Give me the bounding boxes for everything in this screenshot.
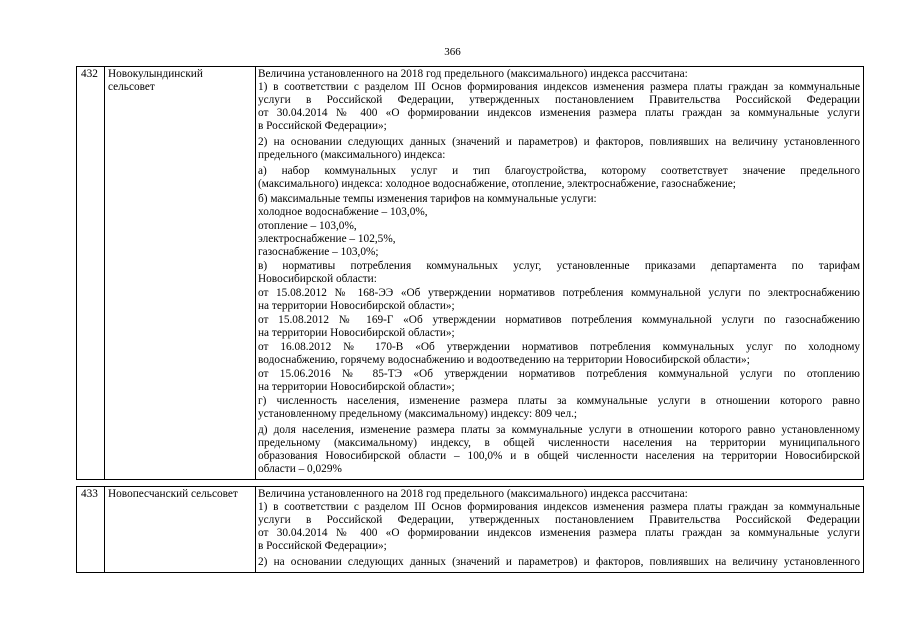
text-line: от 15.06.2016 № 85-ТЭ «Об утверждении нормативов потребления коммунальной услуги по отоплению (258, 368, 860, 380)
municipality-name: Новокулындинский (108, 68, 203, 80)
text-line: холодное водоснабжение – 103,0%, (258, 206, 428, 218)
text-line: (максимального) индекса: холодное водоснабжение, отопление, электроснабжение, газоснабжение; (258, 178, 736, 190)
text-line: предельному (максимальному) индексу, в общей численности населения на территории муниципального (258, 437, 860, 449)
text-line: 2) на основании следующих данных (значений и параметров) и факторов, повлиявших на величину установленного (258, 136, 860, 148)
text-line: на территории Новосибирской области»; (258, 381, 455, 393)
text-line: в Российской Федерации»; (258, 120, 387, 132)
row-number: 433 (81, 488, 98, 500)
municipality-name: Новопесчанский сельсовет (108, 488, 238, 500)
text-line: электроснабжение – 102,5%, (258, 233, 396, 245)
text-line: водоснабжению, горячему водоснабжению и водоотведению на территории Новосибирской области»; (258, 354, 750, 366)
text-line: Величина установленного на 2018 год предельного (максимального) индекса рассчитана: (258, 68, 688, 80)
text-line: предельного (максимального) индекса: (258, 149, 446, 161)
text-line: на территории Новосибирской области»; (258, 300, 455, 312)
text-line: отопление – 103,0%, (258, 220, 357, 232)
row-number: 432 (81, 68, 98, 80)
text-line: в Российской Федерации»; (258, 540, 387, 552)
row-number-cell (77, 487, 104, 572)
text-line: образования Новосибирской области – 100,0% и в общей численности населения на территории Новосибирской (258, 450, 860, 462)
text-line: д) доля населения, изменение размера платы за коммунальные услуги в отношении которого равно установленному (258, 424, 860, 436)
text-line: услуги в Российской Федерации, утвержденных постановлением Правительства Российской Федерации (258, 514, 860, 526)
row-number-cell (77, 67, 104, 479)
text-line: Новосибирской области: (258, 273, 377, 285)
text-line: 1) в соответствии с разделом III Основ формирования индексов изменения размера платы граждан за коммунальные (258, 81, 860, 93)
table-row (76, 66, 864, 480)
text-line: б) максимальные темпы изменения тарифов на коммунальные услуги: (258, 193, 597, 205)
text-line: Величина установленного на 2018 год предельного (максимального) индекса рассчитана: (258, 488, 688, 500)
text-line: а) набор коммунальных услуг и тип благоустройства, которому соответствует значение предельного (258, 165, 860, 177)
description-cell (255, 67, 863, 479)
text-line: области – 0,029% (258, 463, 342, 475)
municipality-cell (104, 67, 255, 479)
table-row (76, 486, 864, 573)
text-line: 2) на основании следующих данных (значений и параметров) и факторов, повлиявших на величину установленного (258, 556, 860, 568)
text-line: 1) в соответствии с разделом III Основ формирования индексов изменения размера платы граждан за коммунальные (258, 501, 860, 513)
text-line: от 30.04.2014 № 400 «О формировании индексов изменения размера платы граждан за коммунальные услуги (258, 527, 860, 539)
page-number: 366 (444, 46, 461, 58)
text-line: услуги в Российской Федерации, утвержденных постановлением Правительства Российской Федерации (258, 94, 860, 106)
text-line: от 30.04.2014 № 400 «О формировании индексов изменения размера платы граждан за коммунальные услуги (258, 107, 860, 119)
text-line: от 15.08.2012 № 169-Г «Об утверждении нормативов потребления коммунальной услуги по газоснабжению (258, 314, 860, 326)
text-line: в) нормативы потребления коммунальных услуг, установленные приказами департамента по тарифам (258, 260, 860, 272)
description-cell (255, 487, 863, 572)
text-line: от 16.08.2012 № 170-В «Об утверждении нормативов потребления коммунальных услуг по холодному (258, 341, 860, 353)
municipality-name: сельсовет (108, 81, 155, 93)
text-line: на территории Новосибирской области»; (258, 327, 455, 339)
municipality-cell (104, 487, 255, 572)
text-line: г) численность населения, изменение размера платы за коммунальные услуги в отношении которого равно (258, 395, 860, 407)
text-line: установленному предельному (максимальному) индексу: 809 чел.; (258, 408, 578, 420)
text-line: от 15.08.2012 № 168-ЭЭ «Об утверждении нормативов потребления коммунальной услуги по электроснабжению (258, 287, 860, 299)
text-line: газоснабжение – 103,0%; (258, 246, 379, 258)
